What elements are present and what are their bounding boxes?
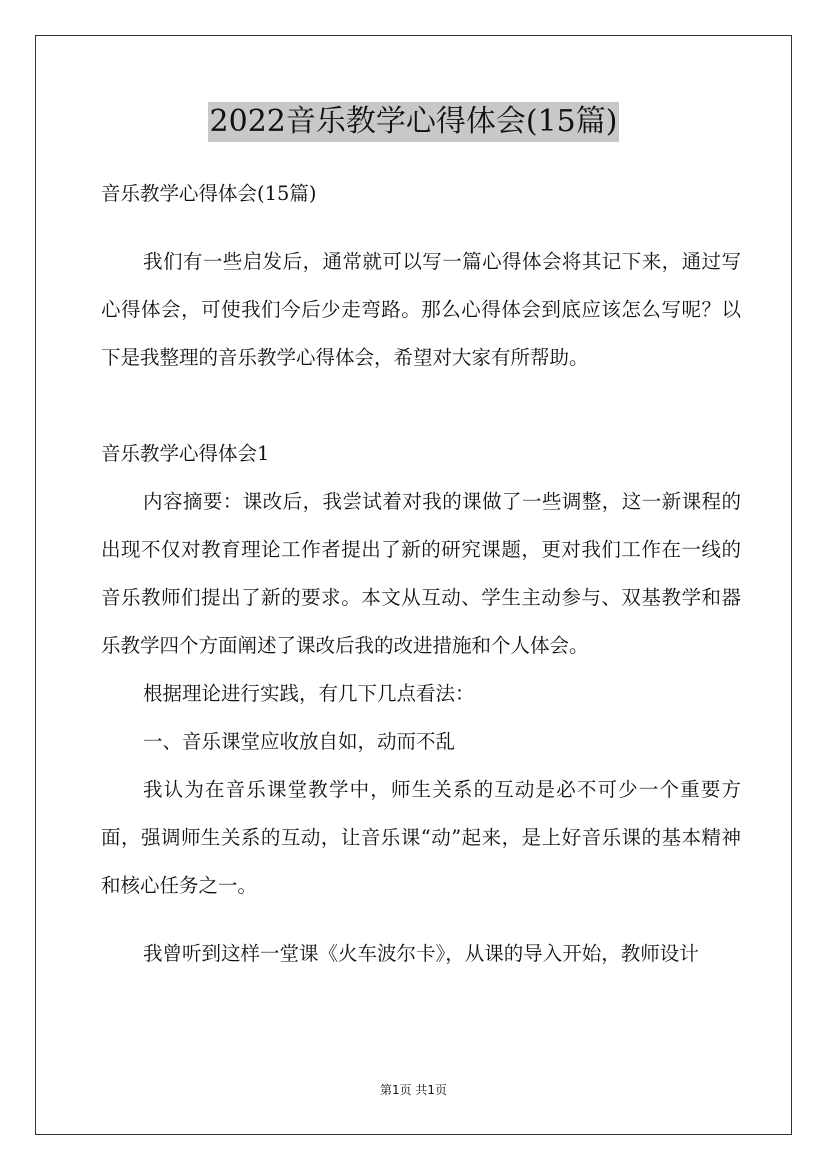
practice-paragraph: 根据理论进行实践，有几下几点看法： xyxy=(143,682,475,705)
document-subtitle: 音乐教学心得体会(15篇) xyxy=(101,182,317,205)
document-title xyxy=(0,101,827,142)
point-heading: 一、音乐课堂应收放自如，动而不乱 xyxy=(143,730,456,753)
abstract-paragraph: 内容摘要：课改后，我尝试着对我的课做了一些调整，这一新课程的出现不仅对教育理论工作者提出了新的研究课题，更对我们工作在一线的音乐教师们提出了新的要求。本文从互动、学生主动参与、双基教学和器乐教学四个方面阐述了课改后我的改进措施和个人体会。 xyxy=(101,490,741,657)
page-number: 第1页 共1页 xyxy=(379,1083,448,1097)
point-body-paragraph: 我认为在音乐课堂教学中，师生关系的互动是必不可少一个重要方面，强调师生关系的互动，让音乐课“动”起来，是上好音乐课的基本精神和核心任务之一。 xyxy=(101,778,741,897)
spacer xyxy=(101,910,741,930)
document-body xyxy=(101,170,741,978)
section-heading: 音乐教学心得体会1 xyxy=(101,442,270,465)
intro-paragraph: 我们有一些启发后，通常就可以写一篇心得体会将其记下来，通过写心得体会，可使我们今后少走弯路。那么心得体会到底应该怎么写呢？以下是我整理的音乐教学心得体会，希望对大家有所帮助。 xyxy=(101,250,741,369)
spacer xyxy=(101,218,741,238)
spacer xyxy=(101,382,741,430)
document-title-text: 2022音乐教学心得体会(15篇) xyxy=(208,102,620,142)
page-footer xyxy=(0,1082,827,1098)
example-paragraph: 我曾听到这样一堂课《火车波尔卡》，从课的导入开始，教师设计 xyxy=(143,942,699,965)
